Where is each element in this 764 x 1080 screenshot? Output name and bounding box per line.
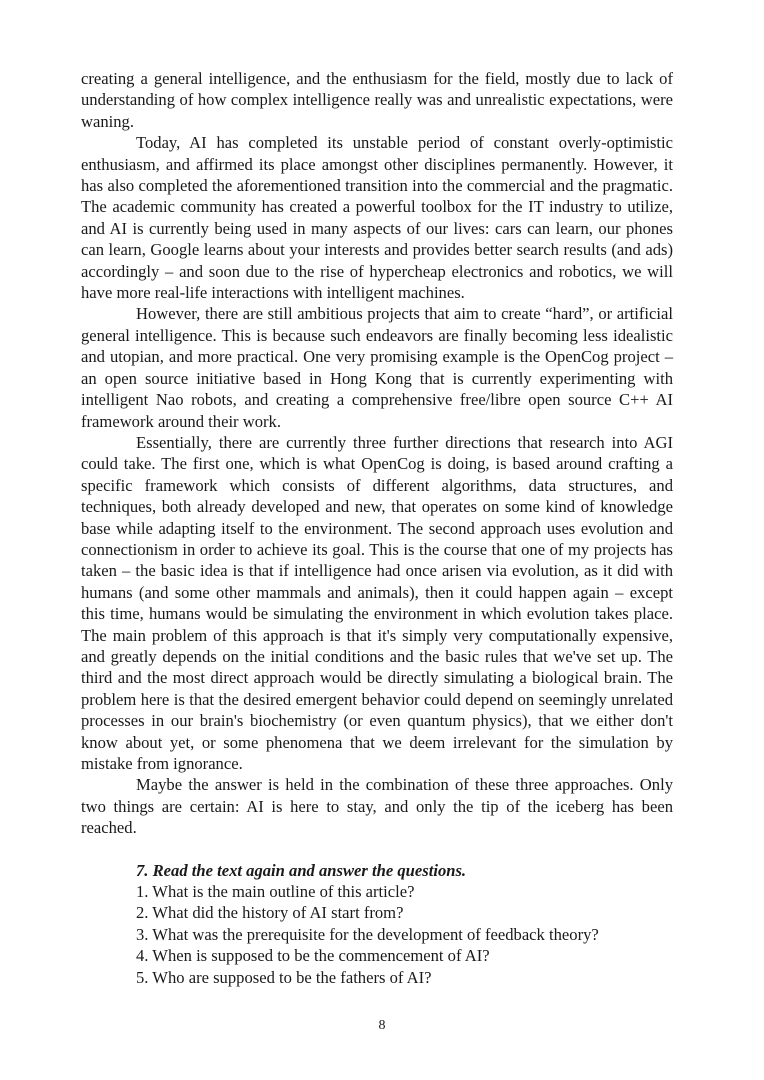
exercise-title: 7. Read the text again and answer the questions. <box>136 860 467 880</box>
paragraph-continuation: creating a general intelligence, and the enthusiasm for the field, mostly due to lack of understanding of how complex intelligence really was and unrealistic expectations, were waning. <box>81 69 673 131</box>
question-item: 5. Who are supposed to be the fathers of AI? <box>136 967 432 987</box>
paragraph-today: Today, AI has completed its unstable period of constant overly-optimistic enthusiasm, and affirmed its place amongst other disciplines permanently. However, it has also completed the aforementioned transition into the commercial and the pragmatic. The academic community has created a powerful toolbox for the IT industry to utilize, and AI is currently being used in many aspects of our lives: cars can learn, our phones can learn, Google learns about your interests and provides better search results (and ads) accordingly – and soon due to the rise of hypercheap electronics and robotics, we will have more real-life interactions with intelligent machines. <box>81 133 673 303</box>
paragraph-conclusion: Maybe the answer is held in the combination of these three approaches. Only two things are certain: AI is here to stay, and only the tip of the iceberg has been reached. <box>81 775 673 838</box>
page-body <box>81 68 673 988</box>
question-item: 1. What is the main outline of this article? <box>136 882 415 902</box>
page-number: 8 <box>378 1018 386 1033</box>
paragraph-opencog: However, there are still ambitious projects that aim to create “hard”, or artificial general intelligence. This is because such endeavors are finally becoming less idealistic and utopian, and more practical. One very promising example is the OpenCog project – an open source initiative based in Hong Kong that is currently experimenting with intelligent Nao robots, and creating a comprehensive free/libre open source C++ AI framework around their work. <box>81 304 673 431</box>
question-item: 4. When is supposed to be the commencement of AI? <box>136 946 490 966</box>
question-item: 2. What did the history of AI start from? <box>136 903 404 923</box>
paragraph-directions: Essentially, there are currently three further directions that research into AGI could take. The first one, which is what OpenCog is doing, is based around crafting a specific framework which consists of different algorithms, data structures, and techniques, both already developed and new, that operates on some kind of knowledge base while adapting itself to the environment. The second approach uses evolution and connectionism in order to achieve its goal. This is the course that one of my projects has taken – the basic idea is that if intelligence had once arisen via evolution, as it did with humans (and some other mammals and animals), then it could happen again – except this time, humans would be simulating the environment in which evolution takes place. The main problem of this approach is that it's simply very computationally expensive, and greatly depends on the initial conditions and the basic rules that we've set up. The third and the most direct approach would be directly simulating a biological brain. The problem here is that the desired emergent behavior could depend on seemingly unrelated processes in our brain's biochemistry (or even quantum physics), that we either don't know about yet, or some phenomena that we deem irrelevant for the simulation by mistake from ignorance. <box>81 432 673 773</box>
question-item: 3. What was the prerequisite for the development of feedback theory? <box>136 924 599 944</box>
section-gap <box>81 839 673 860</box>
question-list <box>136 881 673 988</box>
